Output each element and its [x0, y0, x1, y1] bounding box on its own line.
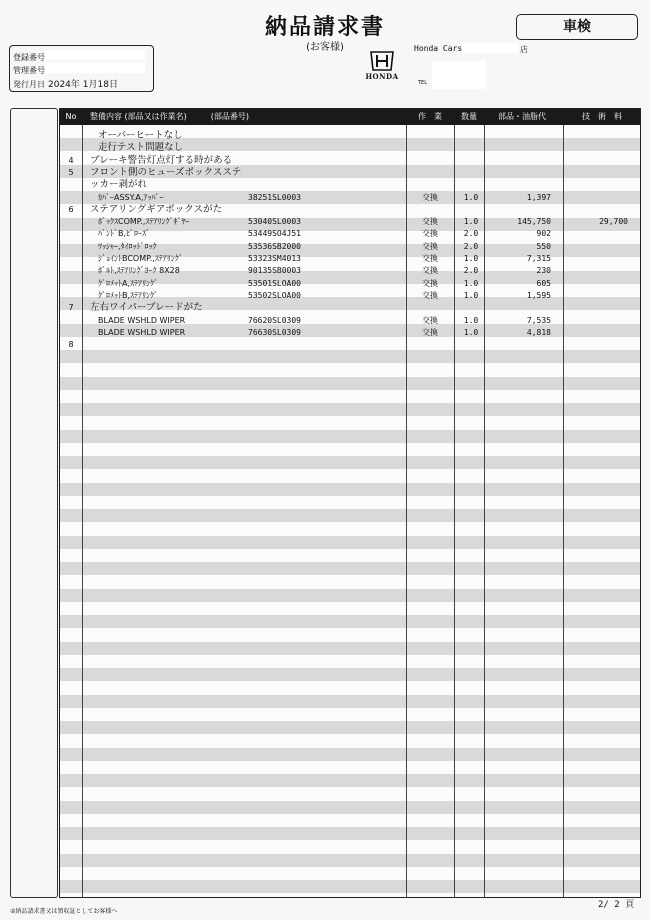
- table-row: [60, 204, 640, 215]
- cell-work: 交換: [422, 229, 438, 239]
- cell-desc: ｸﾞﾛﾒｯﾄB,ｽﾃｱﾘﾝｸﾞ: [98, 290, 159, 300]
- row-stripe: [60, 774, 640, 787]
- col-work: 作 業: [418, 112, 442, 121]
- cell-no: 5: [68, 167, 74, 177]
- reg-number-label: 登録番号: [13, 53, 45, 62]
- page-number: 2/ 2 頁: [598, 900, 635, 910]
- side-margin-box: [10, 108, 58, 898]
- row-stripe: [60, 801, 640, 814]
- table-row: [60, 155, 640, 166]
- cell-work: 交換: [422, 327, 438, 337]
- invoice-table: [59, 108, 641, 898]
- cell-desc: ｸﾞﾛﾒｯﾄA,ｽﾃｱﾘﾝｸﾞ: [98, 278, 159, 288]
- mgmt-number-label: 管理番号: [13, 66, 45, 75]
- cell-desc: ﾜｯｼｬｰ,ﾀｲﾛｯﾄﾞﾛｯｸ: [98, 241, 157, 251]
- cell-parts: 902: [536, 229, 551, 239]
- cell-desc: フロント側のヒューズボックスステ: [90, 166, 242, 178]
- table-row: [60, 253, 640, 264]
- col-no: No: [65, 112, 77, 121]
- row-stripe: [60, 695, 640, 708]
- cell-qty: 2.0: [463, 266, 479, 276]
- cell-qty: 1.0: [463, 290, 479, 300]
- cell-work: 交換: [422, 290, 438, 300]
- document-subtitle: (お客様): [306, 42, 344, 53]
- cell-desc: ステアリングギアボックスがた: [90, 203, 223, 215]
- cell-qty: 1.0: [463, 254, 479, 263]
- issue-date: 2024年 1月18日: [48, 80, 118, 90]
- table-row: [60, 339, 640, 350]
- table-row: [60, 192, 640, 203]
- cell-desc: ｶﾊﾞｰASSY.A,ｱｯﾊﾟｰ: [98, 192, 164, 202]
- cell-code: 38251SL0003: [248, 192, 301, 202]
- row-stripe: [60, 377, 640, 390]
- cell-qty: 1.0: [463, 315, 479, 325]
- row-stripe: [60, 748, 640, 761]
- row-stripe: [60, 562, 640, 575]
- row-stripe: [60, 827, 640, 840]
- cell-parts: 605: [536, 278, 551, 288]
- row-stripe: [60, 430, 640, 443]
- cell-no: 4: [68, 155, 74, 165]
- cell-qty: 2.0: [463, 229, 479, 239]
- row-stripe: [60, 350, 640, 363]
- cell-work: 交換: [422, 217, 438, 227]
- redaction: [45, 63, 145, 73]
- cell-work: 交換: [422, 241, 438, 251]
- table-row: [60, 228, 640, 239]
- issue-date-label: 発行月日: [13, 80, 45, 89]
- table-row: [60, 167, 640, 178]
- table-row: [60, 290, 640, 301]
- row-stripe: [60, 880, 640, 893]
- store-suffix: 店: [520, 45, 528, 54]
- cell-qty: 1.0: [463, 217, 479, 227]
- table-row: [60, 278, 640, 289]
- cell-parts: 550: [536, 241, 551, 251]
- cell-parts: 1,397: [526, 192, 551, 202]
- row-stripe: [60, 403, 640, 416]
- cell-parts: 1,595: [526, 290, 551, 300]
- cell-desc: BLADE WSHLD WIPER: [98, 327, 186, 337]
- cell-no: 6: [68, 204, 74, 214]
- table-row: [60, 216, 640, 227]
- cell-desc: オーバーヒートなし: [98, 130, 183, 141]
- table-row: [60, 302, 640, 313]
- cell-no: 7: [68, 303, 74, 313]
- cell-desc: BLADE WSHLD WIPER: [98, 315, 186, 325]
- table-row: [60, 179, 640, 190]
- dealer-name: Honda Cars: [414, 44, 463, 53]
- cell-code: 53323SM4013: [248, 254, 301, 263]
- cell-work: 交換: [422, 315, 438, 325]
- cell-desc: ﾎﾞｯｸｽCOMP.,ｽﾃｱﾘﾝｸﾞｷﾞﾔｰ: [98, 217, 190, 227]
- cell-code: 76630SL0309: [248, 327, 301, 337]
- row-stripe: [60, 854, 640, 867]
- footer-note: ②納品請求書又は領収証としてお客様へ: [10, 908, 118, 915]
- redaction: [45, 50, 145, 60]
- cell-desc: ﾊﾞﾝﾄﾞB,ﾋﾞﾛｰｽﾞ: [98, 229, 151, 239]
- cell-parts: 7,535: [526, 315, 551, 325]
- cell-code: 53501SLOA00: [248, 278, 301, 288]
- col-desc: 整備内容 (部品又は作業名) (部品番号): [90, 112, 250, 121]
- cell-desc: ｼﾞｮｲﾝﾄBCOMP.,ｽﾃｱﾘﾝｸﾞ: [98, 254, 183, 263]
- cell-parts: 230: [536, 266, 551, 276]
- cell-qty: 1.0: [463, 192, 479, 202]
- cell-work: 交換: [422, 192, 438, 202]
- service-type-badge: 車検: [516, 14, 638, 40]
- cell-code: 53536SB2000: [248, 241, 301, 251]
- row-stripe: [60, 509, 640, 522]
- cell-no: 8: [68, 340, 74, 350]
- cell-code: 53040SL0003: [248, 217, 301, 227]
- table-row: [60, 315, 640, 326]
- table-row: [60, 142, 640, 153]
- col-qty: 数量: [461, 112, 477, 121]
- row-stripe: [60, 642, 640, 655]
- cell-desc: 左右ワイパーブレードがた: [90, 302, 203, 314]
- honda-h-icon: [367, 50, 397, 72]
- cell-desc: ﾎﾞﾙﾄ,ｽﾃｱﾘﾝｸﾞﾖｰｸ 8X28: [98, 266, 180, 276]
- cell-qty: 1.0: [463, 327, 479, 337]
- registration-box: [9, 45, 154, 92]
- cell-code: 53449SO4J51: [248, 229, 301, 239]
- document-title: 納品請求書: [264, 15, 385, 40]
- col-parts: 部品・油脂代: [498, 112, 546, 121]
- cell-tech: 29,700: [599, 217, 628, 227]
- row-stripe: [60, 668, 640, 681]
- cell-desc: 走行テスト問題なし: [98, 142, 184, 154]
- table-header: [60, 109, 640, 125]
- row-stripe: [60, 721, 640, 734]
- cell-work: 交換: [422, 278, 438, 288]
- redaction: [432, 61, 486, 89]
- row-stripe: [60, 615, 640, 628]
- cell-parts: 7,315: [526, 254, 551, 263]
- cell-code: 53502SLOA00: [248, 290, 301, 300]
- row-stripe: [60, 456, 640, 469]
- row-stripe: [60, 536, 640, 549]
- cell-work: 交換: [422, 266, 438, 276]
- row-stripe: [60, 589, 640, 602]
- tel-label: TEL: [418, 80, 427, 86]
- col-tech: 技 術 料: [582, 112, 622, 121]
- cell-qty: 1.0: [463, 278, 479, 288]
- table-row: [60, 265, 640, 276]
- cell-work: 交換: [422, 254, 438, 263]
- row-stripe: [60, 483, 640, 496]
- honda-wordmark: HONDA: [365, 72, 399, 81]
- table-row: [60, 130, 640, 141]
- cell-parts: 4,818: [526, 327, 551, 337]
- table-row: [60, 241, 640, 252]
- cell-desc: ブレーキ警告灯点灯する時がある: [90, 154, 233, 166]
- cell-parts: 145,750: [517, 217, 551, 227]
- cell-code: 76620SL0309: [248, 315, 301, 325]
- table-row: [60, 327, 640, 338]
- cell-qty: 2.0: [463, 241, 479, 251]
- redaction: [462, 43, 518, 53]
- honda-logo: [356, 50, 408, 86]
- cell-code: 90135SB0003: [248, 266, 301, 276]
- cell-desc: ッカー剥がれ: [90, 179, 148, 191]
